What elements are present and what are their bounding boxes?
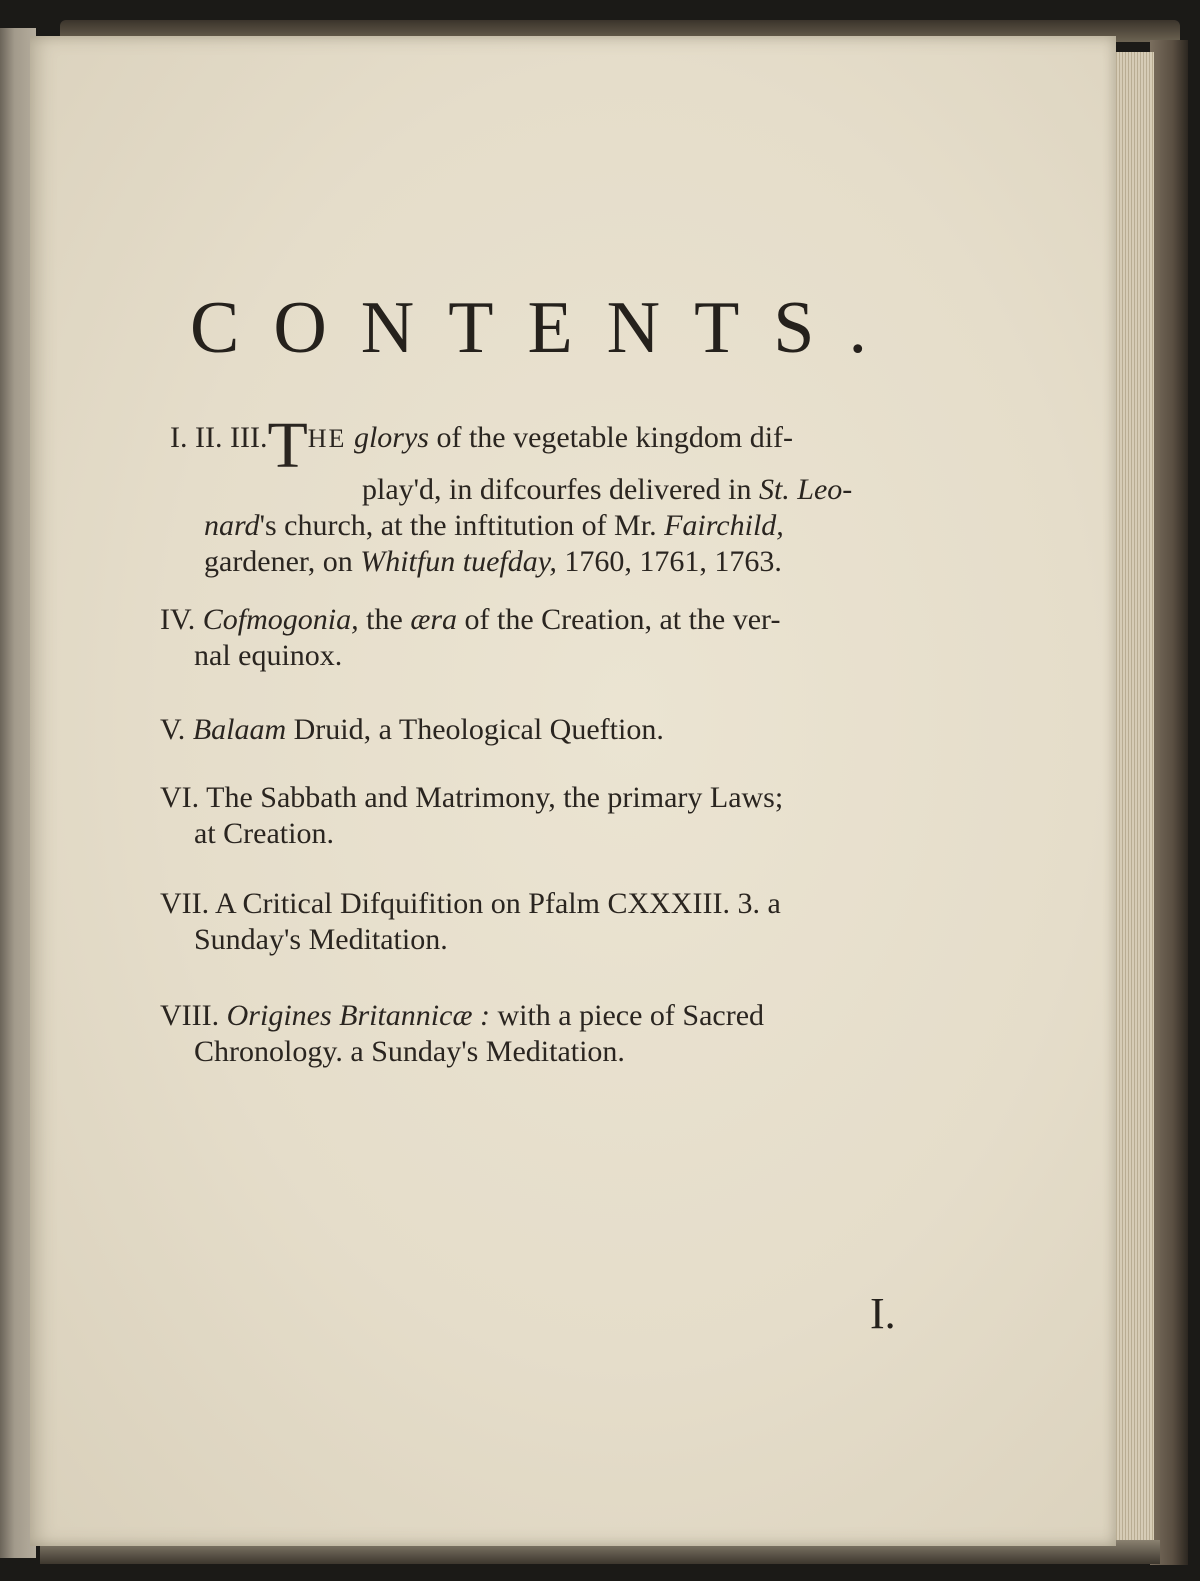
entry-numeral: IV. (160, 603, 196, 636)
entry-numeral: VI. (160, 781, 200, 814)
page-title: CONTENTS. (190, 287, 901, 369)
contents-page (30, 36, 1116, 1546)
book-cover-edge (1150, 40, 1188, 1565)
contents-entry-5 (160, 712, 940, 748)
entry-italic: glorys (353, 421, 429, 454)
entry-text: Chronology. a Sunday's Meditation. (194, 1035, 625, 1068)
entry-text: A Critical Difquifition on Pfalm CXXXIII. 3. a (209, 887, 781, 920)
entry-italic: æra (410, 603, 457, 636)
entry-text: 1760, 1761, 1763. (556, 545, 782, 578)
entry-text: gardener, on (204, 545, 361, 578)
entry-smallcaps: HE (307, 424, 347, 453)
entry-italic: Balaam (192, 713, 287, 746)
entry-italic: Origines Britannicæ : (226, 999, 490, 1032)
entry-italic: Fairchild, (664, 509, 784, 542)
entry-text: The Sabbath and Matrimony, the primary Laws; (199, 781, 784, 814)
entry-text: Druid, a Theological Queftion. (286, 713, 664, 746)
entry-text: at Creation. (194, 817, 334, 850)
entry-text: play'd, in difcourfes delivered in (362, 473, 759, 506)
catchword: I. (870, 1289, 896, 1338)
entry-text: nal equinox. (194, 639, 343, 672)
entry-text: the (358, 603, 411, 636)
entry-text: 's church, at the inftitution of Mr. (259, 509, 665, 542)
entry-italic: nard (204, 509, 260, 542)
entry-numeral: I. II. III. (170, 421, 268, 454)
entry-numeral: VIII. (160, 999, 220, 1032)
entry-italic: St. Leo- (758, 473, 853, 506)
entry-italic: Whitfun tuefday, (360, 545, 557, 578)
drop-cap: T (267, 409, 308, 482)
contents-entry-6 (160, 780, 940, 852)
entry-text: of the vegetable kingdom dif- (428, 421, 794, 454)
contents-entry-8 (160, 998, 940, 1070)
entry-text: of the Creation, at the ver- (457, 603, 781, 636)
entry-text: with a piece of Sacred (489, 999, 765, 1032)
contents-entry-4 (160, 602, 940, 674)
entry-numeral: V. (160, 713, 186, 746)
contents-entry-7 (160, 886, 940, 958)
entry-italic: Cofmogonia, (202, 603, 359, 636)
contents-entry-1 (170, 409, 950, 580)
entry-numeral: VII. (160, 887, 210, 920)
entry-text: Sunday's Meditation. (194, 923, 448, 956)
